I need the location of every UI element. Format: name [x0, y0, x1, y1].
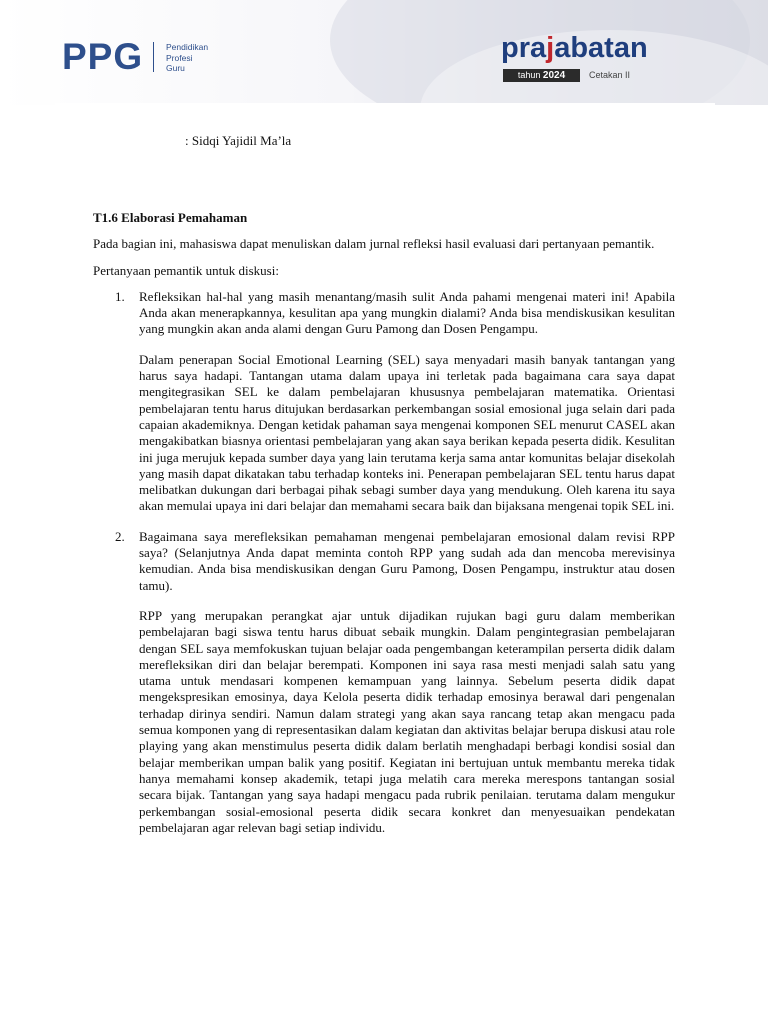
- student-name: : Sidqi Yajidil Ma’la: [185, 133, 292, 148]
- item-question: Bagaimana saya merefleksikan pemahaman mengenai pembelajaran emosional dalam revisi RPP saya? (Selanjutnya Anda dapat meminta contoh RPP yang sudah ada dan mencoba merevisinya kemudian. Anda bisa mendiskusikan dengan Guru Pamong, Dosen Pengampu, instruktur atau dosen tamu).: [139, 528, 675, 593]
- page-header: [0, 0, 768, 105]
- item-number: 2.: [115, 528, 125, 544]
- brand-part: pra: [501, 32, 547, 64]
- badge-year: 2024: [542, 70, 566, 81]
- item-question: Refleksikan hal-hal yang masih menantang/masih sulit Anda pahami mengenai materi ini! Apabila Anda akan menerapkannya, kesulitan apa yang mungkin dialami? Anda bisa mendiskusikan kesulitan yang mungkin akan anda alami dengan Guru Pamong dan Dosen Pengampu.: [139, 288, 675, 337]
- prompt-label: Pertanyaan pemantik untuk diskusi:: [93, 262, 279, 278]
- ppg-subtitle-line: Profesi: [166, 52, 193, 63]
- badge-prefix: tahun: [517, 70, 541, 80]
- logo-divider: [153, 42, 154, 72]
- item-answer: Dalam penerapan Social Emotional Learning (SEL) saya menyadari masih banyak tantangan yang harus saya hadapi. Tantangan utama dalam upaya ini terletak pada bagaimana cara saya dapat mengitegrasikan SEL ke dalam pembelajaran khususnya pembelajaran matematika. Orientasi pembelajaran tentu harus ditujukan berdasarkan perkembangan sosial emosional juga selain dari pada capaian akademiknya. Dengan ketidak pahaman saya mengenai komponen SEL menurut CASEL akan mengakibatkan biasnya orientasi pembelajaran yang akan saya berikan kepada peserta didik. Kesulitan ini juga merujuk kepada sumber daya yang lain terutama kerja sama antar komunitas belajar disekolah yang masih dapat dikatakan tabu terhadap konteks ini. Penerapan pembelajaran SEL tentu harus dapat melibatkan dukungan dari berbagai pihak sebagi sumber daya yang mendukung. Oleh karena itu saya akan memulai upaya ini dari belajar dan memahami secara baik dan bijaksana mengenai topik SEL ini.: [139, 351, 675, 514]
- item-number: 1.: [115, 288, 125, 304]
- brand-part-accent: j: [546, 32, 555, 64]
- document-content: [93, 210, 675, 846]
- item-answer: RPP yang merupakan perangkat ajar untuk dijadikan rujukan bagi guru dalam memberikan pembelajaran bagi siswa tentu harus dibuat sebaik mungkin. Dalam pengintegrasian pembelajaran dengan SEL saya memfokuskan tujuan belajar oada pengembangan keterampilan perserta didik dalam merefleksikan diri dan belajar berempati. Komponen ini saya rasa mesti menjadi salah satu yang utama untuk mendasari kompenen kemampuan yang lainnya. Sebelum peserta didik dapat mengekspresikan emosinya, daya Kelola peserta didik terhadap emosinya berawal dari pengenalan terhadap dirinya sendiri. Namun dalam strategi yang akan saya rancang tetap akan mengacu pada semua komponen yang di representasikan dalam kegiatan dan aktivitas belajar berupa diskusi atau role playing yang akan menstimulus peserta didik dalam berlatih menghadapi berbagi kondisi sosial dan belajar memberikan umpan balik yang positif. Kegiatan ini bertujuan untuk membantu mereka tidak hanya memahami konsep akademik, tetapi juga melatih cara mereka merespons tantangan sosial secara bijak. Tantangan yang saya hadapi mengacu pada rubrik penilaian. terutama dalam mengukur perkembangan sosial-emosional peserta didik secara konkret dan menyesuaikan pendekatan pembelajaran agar relevan bagi setiap individu.: [139, 607, 675, 835]
- edition-label: Cetakan II: [589, 70, 631, 80]
- ppg-subtitle-line: Pendidikan: [166, 42, 209, 52]
- list-item: [93, 529, 675, 836]
- list-item: [93, 289, 675, 515]
- section-heading: T1.6 Elaborasi Pemahaman: [93, 210, 248, 225]
- brand-part: abatan: [554, 32, 648, 64]
- year-badge: [503, 69, 580, 82]
- ppg-subtitle: [166, 42, 208, 74]
- ppg-logo: PPG: [62, 36, 144, 77]
- ppg-subtitle-line: Guru: [166, 63, 185, 73]
- intro-paragraph: Pada bagian ini, mahasiswa dapat menuliskan dalam jurnal refleksi hasil evaluasi dari pertanyaan pemantik.: [93, 236, 655, 252]
- prajabatan-logo: [501, 33, 648, 63]
